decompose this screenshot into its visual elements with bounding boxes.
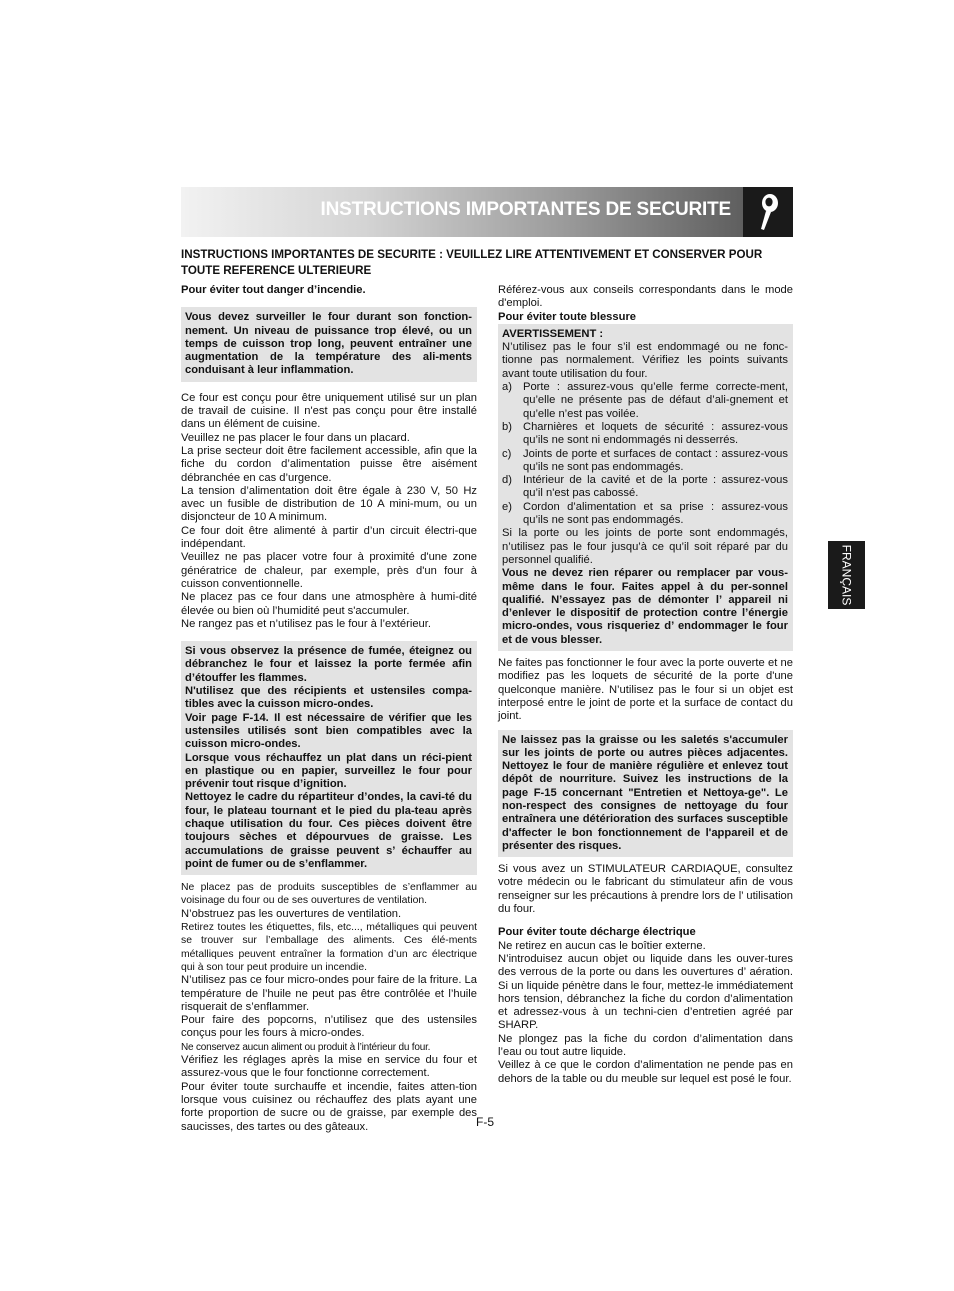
injury-section-title: Pour éviter toute blessure [498, 310, 637, 323]
paragraph: Ne plongez pas la fiche du cordon d’alimentation dans l’eau ou tout autre liquide. [498, 1032, 793, 1059]
door-paragraph: Ne faites pas fonctionner le four avec la porte ouverte et ne modifiez pas les loquets de sécurité de la porte d'une quelconque manière. N’utilisez pas le four si un objet est interposé entre le joint de porte et la surface de contact du joint. [498, 657, 793, 723]
checklist-item [502, 474, 788, 501]
box-paragraph: Si vous observez la présence de fumée, éteignez ou débranchez le four et laissez la porte fermée afin d’étouffer les flammes. [185, 645, 472, 684]
page-number: F-5 [476, 1115, 494, 1129]
paragraph: Ne retirez en aucun cas le boîtier externe. [498, 939, 706, 952]
language-tab [828, 541, 865, 609]
checklist-item [502, 381, 788, 421]
box-paragraph: Voir page F-14. Il est nécessaire de vérifier que les ustensiles utilisés sont bien compatibles avec la cuisson micro-ondes. [185, 711, 472, 751]
paragraph: Retirez toutes les étiquettes, fils, etc..., métalliques qui peuvent se trouver sur l’emballage des aliments. Ces élé-ments métalliques peuvent entraîner la formation d’un arc électrique qui à son tour peut produire un incendie. [181, 922, 477, 973]
checklist-text: Intérieur de la cavité et de la porte : assurez-vous qu’il n'est pas cabossé. [523, 474, 788, 500]
checklist-item [502, 421, 788, 448]
banner-title: INSTRUCTIONS IMPORTANTES DE SECURITE [320, 199, 731, 220]
checklist-text: Joints de porte et surfaces de contact : assurez-vous qu’ils ne sont pas endommagés. [523, 447, 788, 473]
paragraph: Ne conservez aucun aliment ou produit à l’intérieur du four. [181, 1041, 431, 1053]
paragraph: Vérifiez les réglages après la mise en service du four et assurez-vous que le four fonctionne correctement. [181, 1054, 477, 1080]
smoke-warning-box [181, 641, 477, 875]
box-paragraph: N'utilisez que des récipients et ustensiles compa-tibles avec la cuisson micro-ondes. [185, 685, 472, 711]
paragraph: N’utilisez pas ce four micro-ondes pour faire de la friture. La température de l’huile ne peut pas être contrôlée et l’huile risquerait de s’enflammer. [181, 974, 477, 1013]
checklist-text: Charnières et loquets de sécurité : assurez-vous qu’ils ne sont ni endommagés ni desserrés. [523, 420, 788, 447]
warning-bold-note: Vous ne devez rien réparer ou remplacer par vous-même dans le four. Faites appel à du per-sonnel qualifié. N’essayez pas de démonter l’ appareil ni d’enlever le dispositif de protection contre l’énergie micro-ondes, vous risqueriez d’ endommager le four et de vous blesser. [502, 567, 788, 646]
language-tab-label: FRANÇAIS [839, 544, 854, 606]
box-paragraph: Lorsque vous réchauffez un plat dans un réci-pient en plastique ou en papier, surveillez le four pour prévenir tout risque d’ignition. [185, 751, 472, 791]
paragraph: Veillez à ce que le cordon d’alimentation ne pende pas en dehors de la table ou du meuble sur lequel est posé le four. [498, 1059, 793, 1085]
box-paragraph: Nettoyez le cadre du répartiteur d’ondes, la cavi-té du four, le plateau tournant et le pied du pla-teau après chaque utilisation du four. Ces pièces doivent être toujours sèches et dépourvues de graisse. Les accumulations de graisse peuvent s’ échauffer au point de fumer ou de s’enflammer. [185, 791, 472, 870]
checklist-letter: b) [502, 420, 512, 433]
intro-paragraph: Référez-vous aux conseils correspondants dans le mode d'emploi. [498, 284, 793, 310]
shock-section-title: Pour éviter toute décharge électrique [498, 926, 696, 939]
usage-paragraphs [181, 881, 477, 1134]
grease-warning-box [498, 730, 793, 858]
paragraph: N’obstruez pas les ouvertures de ventilation. [181, 907, 402, 920]
warning-box [498, 324, 793, 651]
warning-note: Si la porte ou les joints de porte sont endommagés, n’utilisez pas le four jusqu’à ce qu’il soit réparé par du personnel qualifié. [502, 527, 788, 566]
checklist-letter: c) [502, 447, 512, 460]
checklist-letter: e) [502, 500, 512, 513]
checklist-letter: d) [502, 474, 512, 487]
left-column [181, 284, 477, 1134]
fire-warning-box [181, 307, 477, 381]
paragraph: Ne placez pas de produits susceptibles de s’enflammer au voisinage du four ou de ses ouvertures de ventilation. [181, 882, 477, 907]
fire-warning-text: Vous devez surveiller le four durant son fonction-nement. Un niveau de puissance trop élevé, ou un temps de cuisson trop long, peuvent entraîner une augmentation de la température des ali-ments conduisant à leur inflammation. [185, 311, 472, 377]
grease-warning-text: Ne laissez pas la graisse ou les saletés s'accumuler sur les joints de porte ou autres pièces adjacentes. Nettoyez le four de manière régulière et enlevez tout dépôt de nourriture. Suivez les instructions de la page F-15 concernant "Entretien et Nettoya-ge". Le non-respect des consignes de nettoyage du four entraînera une détérioration des surfaces susceptible d'affecter le bon fonctionnement de l'appareil et de présenter des risques. [502, 733, 788, 852]
paragraph: Ne placez pas ce four dans une atmosphère à humi-dité élevée ou bien où l’humidité peut s'accumuler. [181, 591, 477, 617]
checklist-item [502, 501, 788, 528]
paragraph: La prise secteur doit être facilement accessible, afin que la fiche du cordon d’alimentation puisse être aisément débranchée en cas d’urgence. [181, 444, 477, 484]
pacemaker-paragraph: Si vous avez un STIMULATEUR CARDIAQUE, consultez votre médecin ou le fabricant du stimulateur afin de vous renseigner sur les précautions à prendre lors de l’ utilisation du four. [498, 863, 793, 916]
checklist-text: Porte : assurez-vous qu’elle ferme correcte-ment, qu’elle ne présente pas de défaut d’ali-gnement et qu’elle n’est pas voilée. [523, 381, 788, 420]
paragraph: Veuillez ne pas placer le four dans un placard. [181, 431, 410, 444]
paragraph: Ce four doit être alimenté à partir d’un circuit électri-que indépendant. [181, 524, 477, 551]
main-heading: INSTRUCTIONS IMPORTANTES DE SECURITE : VEUILLEZ LIRE ATTENTIVEMENT ET CONSERVER POUR TOUTE REFERENCE ULTERIEURE [181, 248, 763, 277]
paragraph: Pour faire des popcorns, n’utilisez que des ustensiles conçus pour les fours à micro-ondes. [181, 1014, 477, 1040]
paragraph: Veuillez ne pas placer votre four à proximité d'une zone génératrice de chaleur, par exemple, près d'un four à cuisson conventionnelle. [181, 551, 477, 590]
paragraph: Ce four est conçu pour être uniquement utilisé sur un plan de travail de cuisine. Il n'est pas conçu pour être installé dans un élément de cuisine. [181, 391, 477, 431]
paragraph: N’introduisez aucun objet ou liquide dans les ouver-tures des verrous de la porte ou dans les ouvertures d’ aération. Si un liquide pénètre dans le four, mettez-le immédiatement hors tension, débranchez la fiche du cordon d’alimentation et adressez-vous à un techni-cien d’entretien agréé par SHARP. [498, 952, 793, 1032]
checklist-text: Cordon d’alimentation et sa prise : assurez-vous qu’ils ne sont pas endommagés. [523, 500, 788, 527]
checklist-letter: a) [502, 381, 512, 394]
installation-paragraphs [181, 392, 477, 631]
warning-intro: N’utilisez pas le four s’il est endommagé ou ne fonc-tionne pas normalement. Vérifiez les points suivants avant toute utilisation du four. [502, 341, 788, 380]
section-banner [181, 187, 793, 237]
warning-title: AVERTISSEMENT : [502, 327, 604, 340]
checklist-item [502, 448, 788, 475]
paragraph: La tension d’alimentation doit être égale à 230 V, 50 Hz avec un fusible de distribution de 10 A mini-mum, ou un disjoncteur de 10 A minimum. [181, 484, 477, 524]
tip-icon [743, 187, 793, 237]
right-column [498, 284, 793, 1086]
paragraph: Ne rangez pas et n’utilisez pas le four à l’extérieur. [181, 617, 431, 630]
fire-section-title: Pour éviter tout danger d’incendie. [181, 284, 366, 296]
paragraph: Pour éviter toute surchauffe et incendie, faites atten-tion lorsque vous cuisinez ou réchauffez des plats ayant une forte proportion de sucre ou de graisse, par exemple des saucisses, des tartes ou des gâteaux. [181, 1080, 477, 1133]
